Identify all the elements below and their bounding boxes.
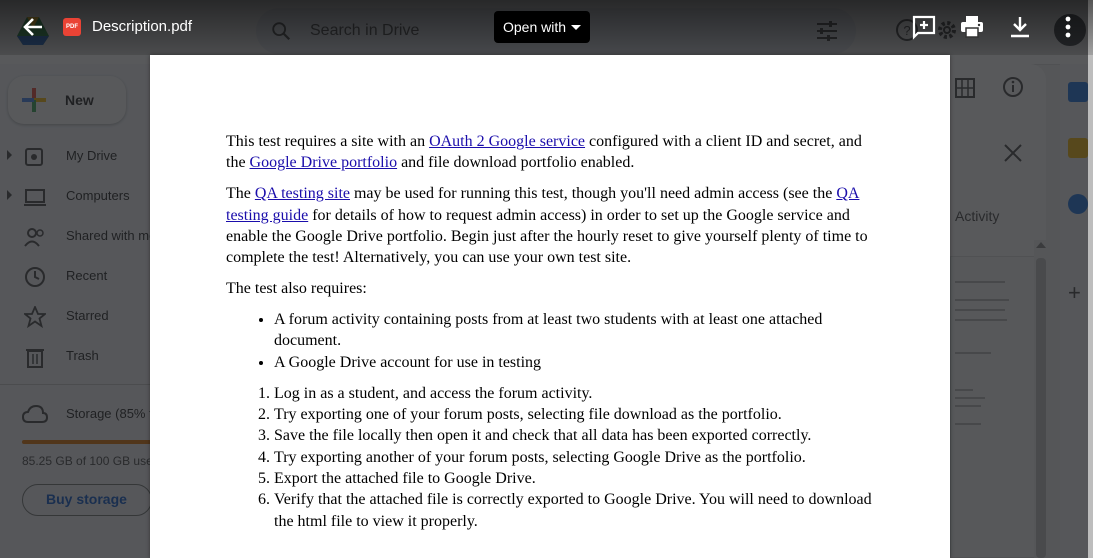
- add-comment-icon[interactable]: [911, 14, 937, 40]
- text-run: may be used for running this test, though you'll need admin access (see the: [349, 185, 837, 203]
- more-options-icon[interactable]: [1055, 14, 1081, 40]
- text-run: This test requires a site with an: [226, 133, 430, 150]
- print-icon[interactable]: [959, 14, 985, 40]
- text-run: The: [226, 185, 255, 203]
- qa-testing-site-link[interactable]: QA testing site: [254, 185, 350, 203]
- text-run: configured with a client ID and secret, and the: [226, 133, 862, 172]
- pdf-page: [150, 55, 950, 558]
- requirements-list: [226, 309, 882, 373]
- qa-paragraph: [226, 183, 882, 268]
- text-run: and file download portfolio enabled.: [397, 154, 635, 172]
- qa-testing-guide-link[interactable]: QA testing guide: [226, 185, 860, 224]
- list-item: 2. Try exporting one of your forum posts, selecting file download as the portfolio.: [274, 404, 882, 425]
- steps-list: [226, 383, 882, 532]
- list-item: • A Google Drive account for use in testing: [274, 352, 882, 373]
- list-item: 5. Export the attached file to Google Drive.: [274, 468, 882, 489]
- open-with-label: Open with: [503, 19, 567, 35]
- document-body: [226, 131, 882, 541]
- oauth-service-link[interactable]: OAuth 2 Google service: [429, 133, 586, 150]
- download-icon[interactable]: [1007, 14, 1033, 40]
- open-with-button[interactable]: [494, 11, 590, 43]
- chevron-down-icon: [571, 25, 581, 30]
- intro-paragraph: [226, 131, 882, 174]
- file-name: Description.pdf: [92, 18, 193, 35]
- text-run: for details of how to request admin access) in order to set up the Google service and enable the Google Drive portfolio. Begin just after the hourly reset to give yourself plenty of time to complete the test! Alternatively, you can use your own test site.: [226, 206, 868, 267]
- list-item: 3. Save the file locally then open it and check that all data has been exported correctly.: [274, 425, 882, 446]
- window-scrollbar[interactable]: [1088, 0, 1093, 558]
- back-arrow-icon[interactable]: [20, 14, 46, 40]
- pdf-file-icon: PDF: [63, 18, 81, 36]
- list-item: 4. Try exporting another of your forum posts, selecting Google Drive as the portfolio.: [274, 447, 882, 468]
- requirements-heading: The test also requires:: [226, 280, 367, 298]
- list-item: 1. Log in as a student, and access the forum activity.: [274, 383, 882, 404]
- list-item: • A forum activity containing posts from at least two students with at least one attached document.: [274, 309, 882, 352]
- list-item: 6. Verify that the attached file is correctly exported to Google Drive. You will need to download the html file to view it properly.: [274, 489, 882, 532]
- viewer-header: [0, 0, 1093, 55]
- drive-portfolio-link[interactable]: Google Drive portfolio: [249, 154, 398, 172]
